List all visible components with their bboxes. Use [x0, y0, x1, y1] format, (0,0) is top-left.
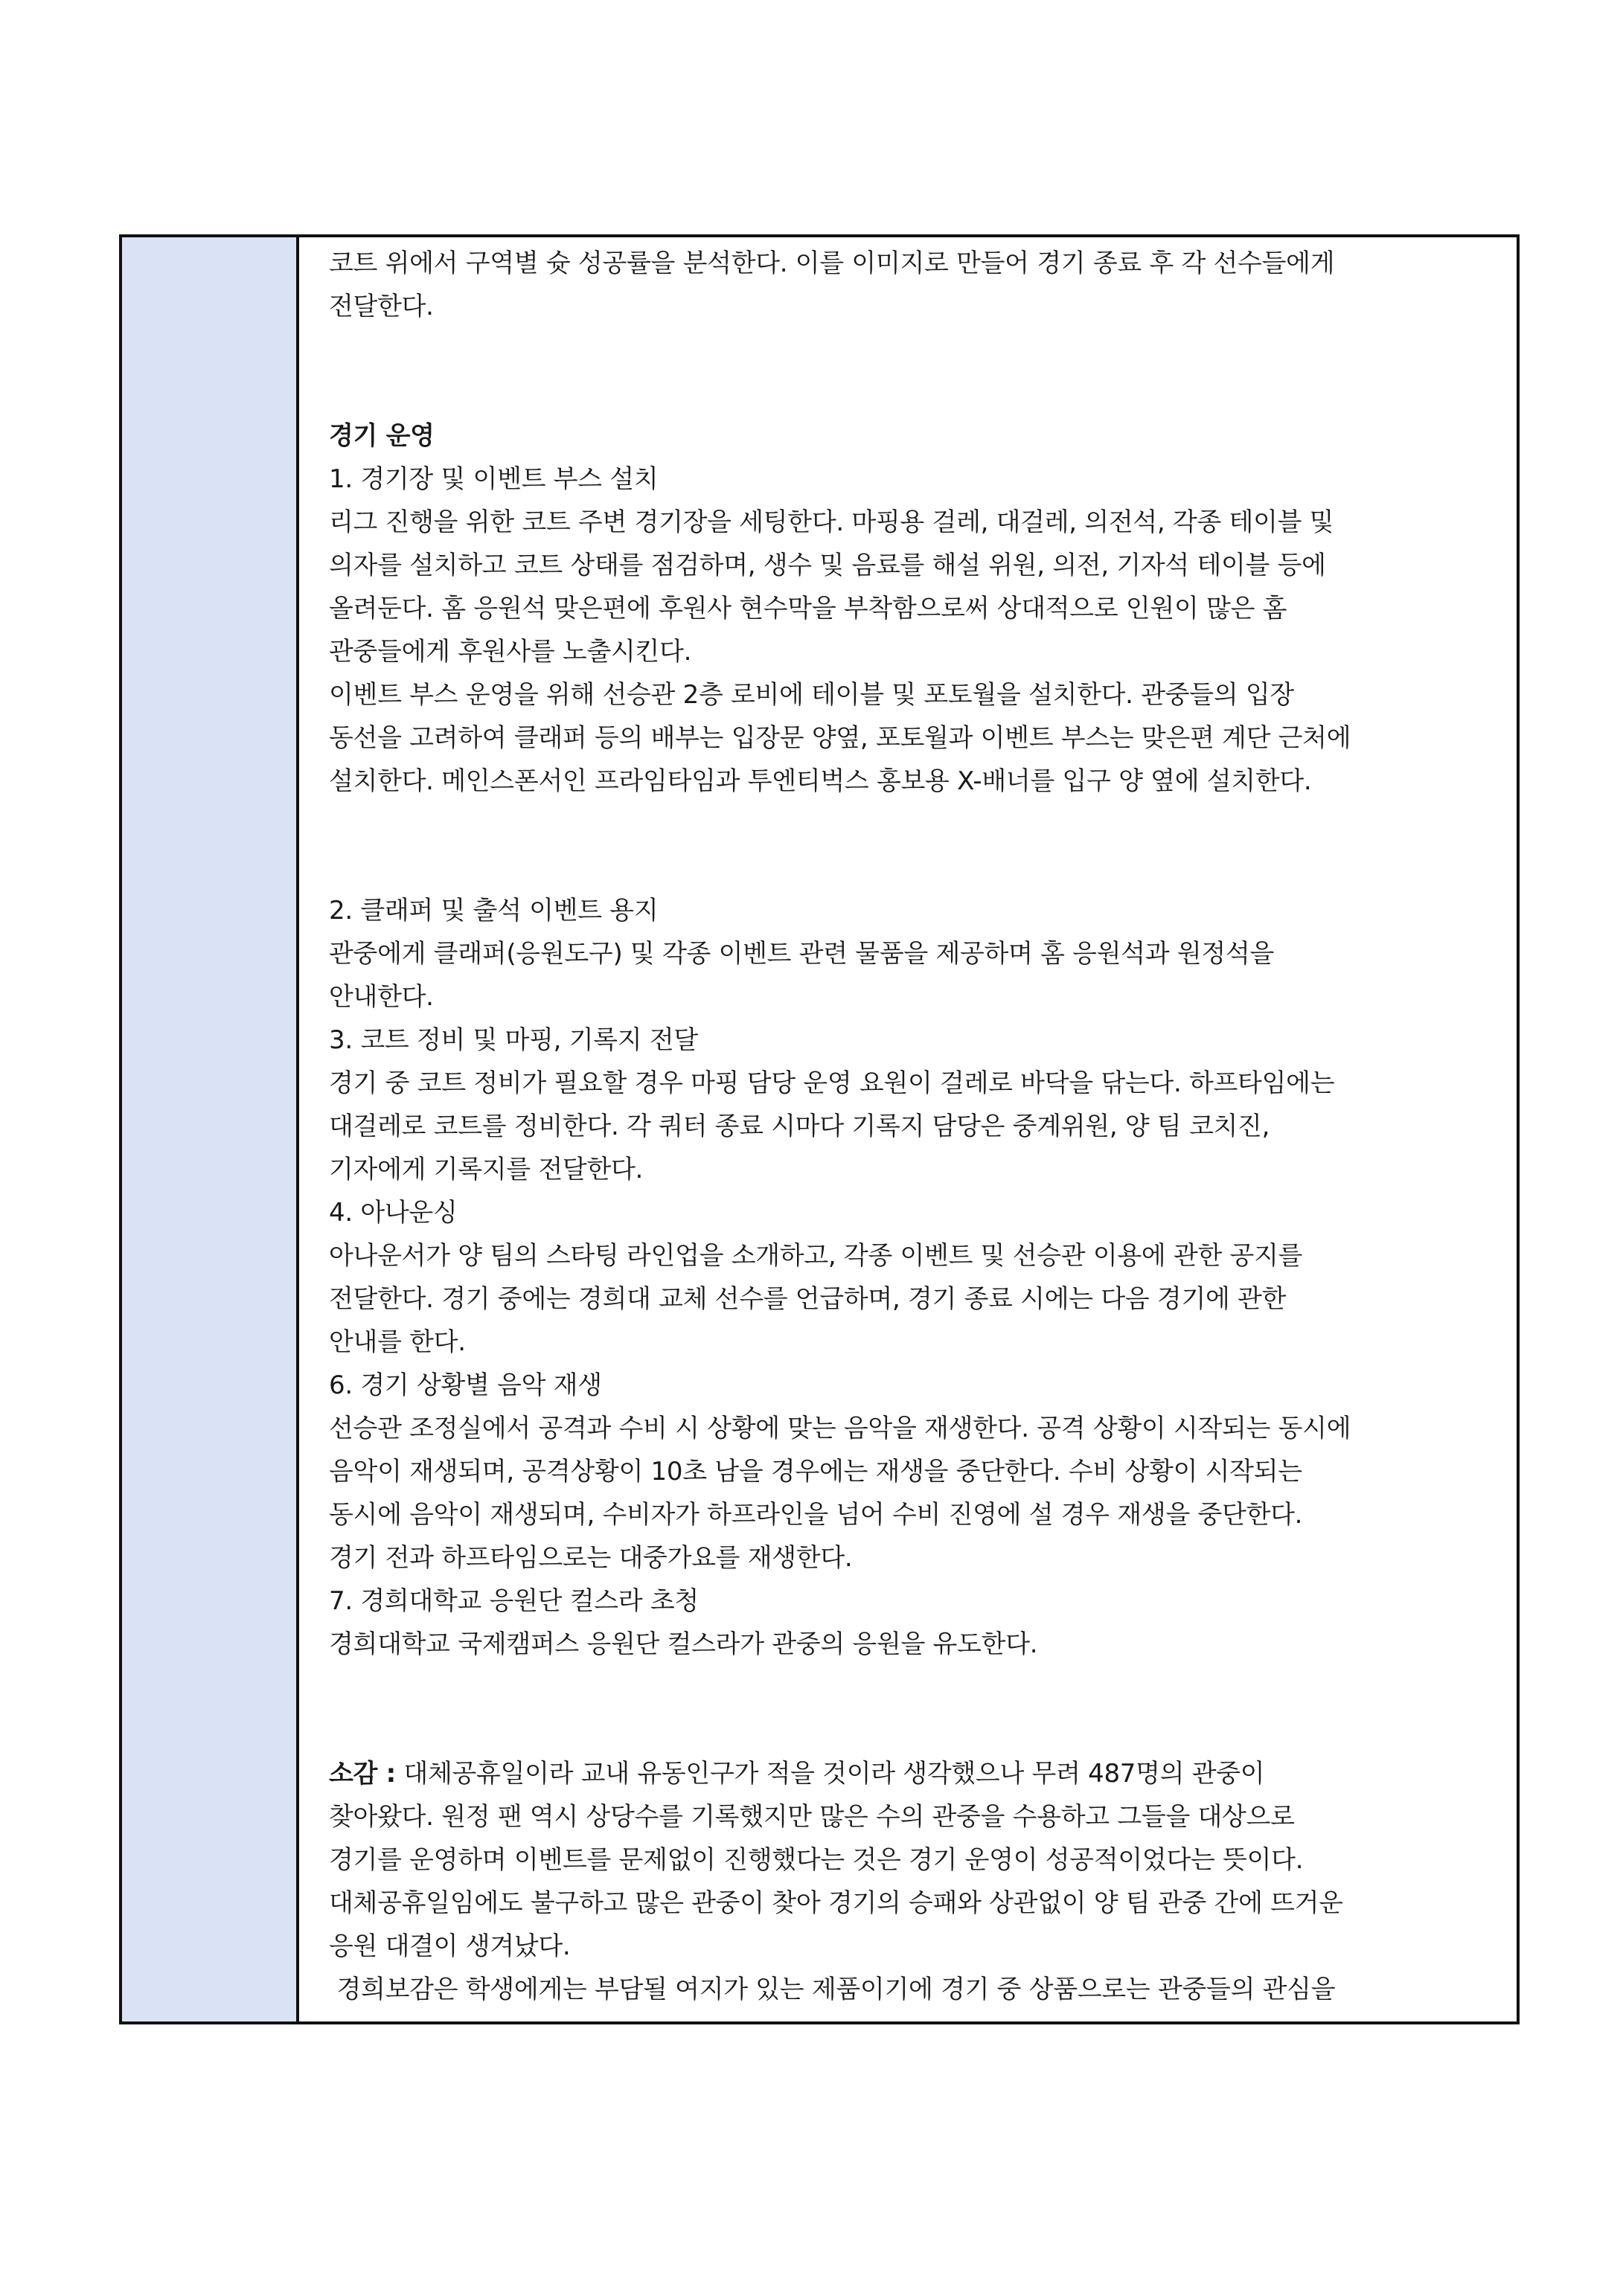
paragraph-line: 기자에게 기록지를 전달한다. — [329, 1155, 644, 1184]
impression-label: 소감 : — [329, 1759, 396, 1789]
spacer — [329, 1709, 1517, 1752]
paragraph-line: 안내를 한다. — [329, 1327, 466, 1357]
paragraph-line: 관중들에게 후원사를 노출시킨다. — [329, 637, 692, 667]
spacer — [329, 846, 1517, 889]
paragraph-line: 음악이 재생되며, 공격상황이 10초 남을 경우에는 재생을 중단한다. 수비 상황이 시작되는 — [329, 1457, 1302, 1487]
item-title: 7. 경희대학교 응원단 컬스라 초청 — [329, 1586, 699, 1616]
paragraph-line: 관중에게 클래퍼(응원도구) 및 각종 이벤트 관련 물품을 제공하며 홈 응원석과 원정석을 — [329, 939, 1275, 969]
spacer — [329, 803, 1517, 846]
paragraph-line: 경희보감은 학생에게는 부담될 여지가 있는 제품이기에 경기 중 상품으로는 관중들의 관심을 — [329, 1975, 1336, 2004]
paragraph-line: 이벤트 부스 운영을 위해 선승관 2층 로비에 테이블 및 포토월을 설치한다. 관중들의 입장 — [329, 680, 1294, 710]
paragraph-line: 올려둔다. 홈 응원석 맞은편에 후원사 현수막을 부착함으로써 상대적으로 인원이 많은 홈 — [329, 594, 1287, 623]
paragraph-line: 동시에 음악이 재생되며, 수비자가 하프라인을 넘어 수비 진영에 설 경우 재생을 중단한다. — [329, 1500, 1303, 1530]
paragraph-line: 대걸레로 코트를 정비한다. 각 쿼터 종료 시마다 기록지 담당은 중계위원, 양 팀 코치진, — [329, 1112, 1270, 1141]
intro-line: 전달한다. — [329, 292, 434, 321]
paragraph-line: 대체공휴일임에도 불구하고 많은 관중이 찾아 경기의 승패와 상관없이 양 팀 관중 간에 뜨거운 — [329, 1888, 1343, 1918]
impression-first-line — [329, 1752, 1517, 1795]
impression-text: 대체공휴일이라 교내 유동인구가 적을 것이라 생각했으나 무려 487명의 관중이 — [395, 1759, 1265, 1789]
item-title: 4. 아나운싱 — [329, 1198, 458, 1228]
paragraph-line: 동선을 고려하여 클래퍼 등의 배부는 입장문 양옆, 포토월과 이벤트 부스는 맞은편 계단 근처에 — [329, 723, 1351, 753]
item-title: 6. 경기 상황별 음악 재생 — [329, 1370, 602, 1400]
paragraph-line: 안내한다. — [329, 982, 434, 1012]
paragraph-line: 경기 전과 하프타임으로는 대중가요를 재생한다. — [329, 1543, 853, 1573]
item-title: 2. 클래퍼 및 출석 이벤트 용지 — [329, 896, 659, 926]
section-label-cell — [122, 237, 299, 2021]
item-title: 1. 경기장 및 이벤트 부스 설치 — [329, 464, 659, 494]
paragraph-line: 경기를 운영하며 이벤트를 문제없이 진행했다는 것은 경기 운영이 성공적이었다는 뜻이다. — [329, 1845, 1304, 1875]
paragraph-line: 아나운서가 양 팀의 스타팅 라인업을 소개하고, 각종 이벤트 및 선승관 이용에 관한 공지를 — [329, 1241, 1303, 1271]
paragraph-line: 경희대학교 국제캠퍼스 응원단 컬스라가 관중의 응원을 유도한다. — [329, 1629, 1038, 1659]
paragraph-line: 의자를 설치하고 코트 상태를 점검하며, 생수 및 음료를 해설 위원, 의전, 기자석 테이블 등에 — [329, 551, 1326, 580]
paragraph-line: 경기 중 코트 정비가 필요할 경우 마핑 담당 운영 요원이 걸레로 바닥을 닦는다. 하프타임에는 — [329, 1068, 1335, 1098]
spacer — [329, 328, 1517, 371]
item-title: 3. 코트 정비 및 마핑, 기록지 전달 — [329, 1025, 698, 1055]
section-content-cell — [299, 237, 1517, 2021]
paragraph-line: 선승관 조정실에서 공격과 수비 시 상황에 맞는 음악을 재생한다. 공격 상황이 시작되는 동시에 — [329, 1414, 1351, 1443]
paragraph-line: 리그 진행을 위한 코트 주변 경기장을 세팅한다. 마핑용 걸레, 대걸레, 의전석, 각종 테이블 및 — [329, 507, 1334, 537]
spacer — [329, 371, 1517, 414]
paragraph-line: 찾아왔다. 원정 팬 역시 상당수를 기록했지만 많은 수의 관중을 수용하고 그들을 대상으로 — [329, 1802, 1295, 1832]
intro-line: 코트 위에서 구역별 슛 성공률을 분석한다. 이를 이미지로 만들어 경기 종료 후 각 선수들에게 — [329, 248, 1335, 278]
report-table — [119, 234, 1520, 2024]
operation-heading: 경기 운영 — [329, 421, 435, 451]
paragraph-line: 전달한다. 경기 중에는 경희대 교체 선수를 언급하며, 경기 종료 시에는 다음 경기에 관한 — [329, 1284, 1287, 1314]
paragraph-line: 응원 대결이 생겨났다. — [329, 1931, 571, 1961]
spacer — [329, 1666, 1517, 1709]
paragraph-line: 설치한다. 메인스폰서인 프라임타임과 투엔티벅스 홍보용 X-배너를 입구 양 옆에 설치한다. — [329, 766, 1312, 796]
